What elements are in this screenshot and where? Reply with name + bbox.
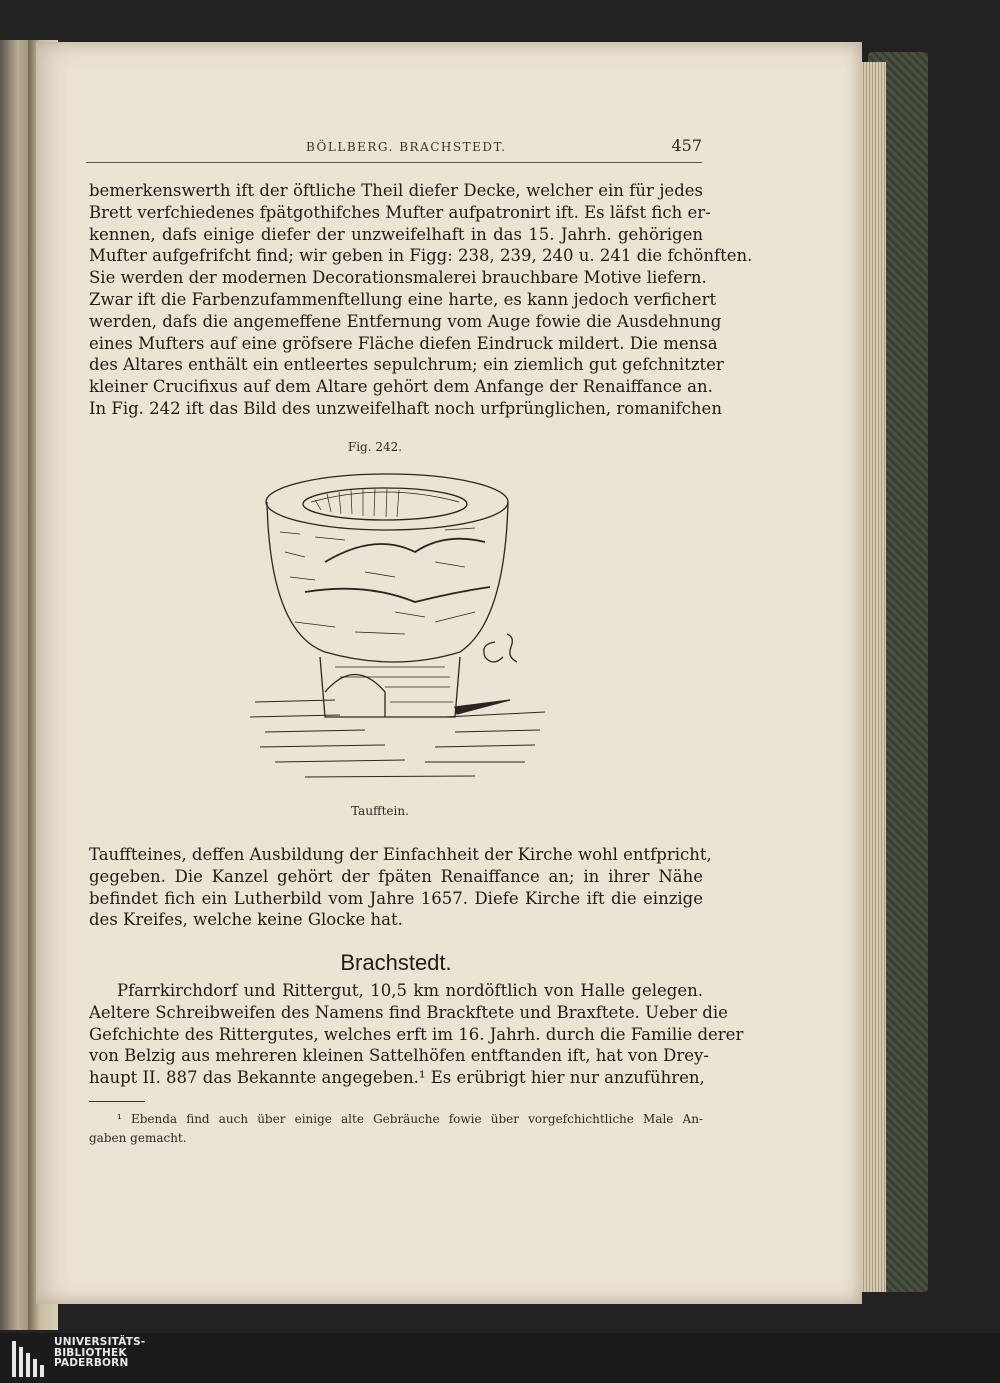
- logo-line: PADERBORN: [54, 1357, 129, 1369]
- text-line: eines Mufters auf eine gröfsere Fläche diefen Eindruck mildert. Die mensa: [89, 333, 718, 353]
- library-logo-text: [54, 1337, 145, 1369]
- footnote-line: gaben gemacht.: [89, 1131, 187, 1145]
- page-edges: [858, 62, 886, 1292]
- text-line: Pfarrkirchdorf und Rittergut, 10,5 km nordöftlich von Halle gelegen.: [117, 981, 703, 1000]
- logo-line: BIBLIOTHEK: [54, 1346, 127, 1359]
- page-header: [86, 138, 702, 163]
- logo-line: UNIVERSITÄTS-: [54, 1336, 146, 1348]
- figure-label: Fig. 242.: [347, 440, 403, 454]
- footnote-rule: [89, 1101, 145, 1102]
- text-line: Brett verfchiedenes fpätgothifches Mufter aufpatronirt ift. Es läfst fich er-: [89, 202, 711, 222]
- text-line: Sie werden der modernen Decorationsmalerei brauchbare Motive liefern.: [89, 268, 707, 288]
- footnote: [89, 1110, 703, 1148]
- figure-caption: Taufftein.: [351, 804, 409, 818]
- footnote-line: ¹ Ebenda find auch über einige alte Gebräuche fowie über vorgefchichtliche Male An-: [117, 1112, 703, 1126]
- text-line: kleiner Crucifixus auf dem Altare gehört dem Anfange der Renaiffance an.: [89, 377, 713, 397]
- paragraph-middle: [89, 844, 712, 931]
- page-number: 457: [671, 136, 702, 155]
- text-line: kennen, dafs einige diefer der unzweifelhaft in das 15. Jahrh. gehörigen: [89, 224, 703, 244]
- text-line: In Fig. 242 ift das Bild des unzweifelhaft noch urfprünglichen, romanifchen: [89, 398, 722, 418]
- paragraph-top: [89, 180, 753, 420]
- footer-bar: [0, 1333, 1000, 1383]
- text-line: Tauffteines, deffen Ausbildung der Einfachheit der Kirche wohl entfpricht,: [89, 845, 712, 864]
- text-line: des Kreifes, welche keine Glocke hat.: [89, 910, 403, 930]
- text-line: haupt II. 887 das Bekannte angegeben.¹ Es erübrigt hier nur anzuführen,: [89, 1068, 705, 1088]
- baptismal-font-illustration: [245, 462, 555, 792]
- library-logo-icon: [10, 1339, 50, 1379]
- text-line: von Belzig aus mehreren kleinen Sattelhöfen entftanden ift, hat von Drey-: [89, 1046, 709, 1066]
- text-line: des Altares enthält ein entleertes sepulchrum; ein ziemlich gut gefchnitzter: [89, 355, 724, 375]
- text-line: bemerkenswerth ift der öftliche Theil diefer Decke, welcher ein für jedes: [89, 181, 703, 200]
- library-logo[interactable]: [10, 1337, 410, 1381]
- text-line: Gefchichte des Rittergutes, welches erft im 16. Jahrh. durch die Familie derer: [89, 1024, 744, 1044]
- paragraph-bottom: [89, 980, 744, 1089]
- section-heading: Brachstedt.: [340, 950, 452, 975]
- text-line: gegeben. Die Kanzel gehört der fpäten Renaiffance an; in ihrer Nähe: [89, 866, 703, 886]
- left-page-edge: [0, 40, 30, 1330]
- text-line: werden, dafs die angemeffene Entfernung vom Auge fowie die Ausdehnung: [89, 311, 722, 331]
- text-line: befindet fich ein Lutherbild vom Jahre 1657. Diefe Kirche ift die einzige: [89, 888, 703, 908]
- text-line: Zwar ift die Farbenzufammenftellung eine harte, es kann jedoch verfichert: [89, 289, 717, 309]
- running-head: BÖLLBERG. BRACHSTEDT.: [306, 140, 507, 154]
- text-line: Mufter aufgefrifcht find; wir geben in Figg: 238, 239, 240 u. 241 die fchönften.: [89, 246, 753, 266]
- text-line: Aeltere Schreibweifen des Namens find Brackftete und Braxftete. Ueber die: [89, 1002, 728, 1022]
